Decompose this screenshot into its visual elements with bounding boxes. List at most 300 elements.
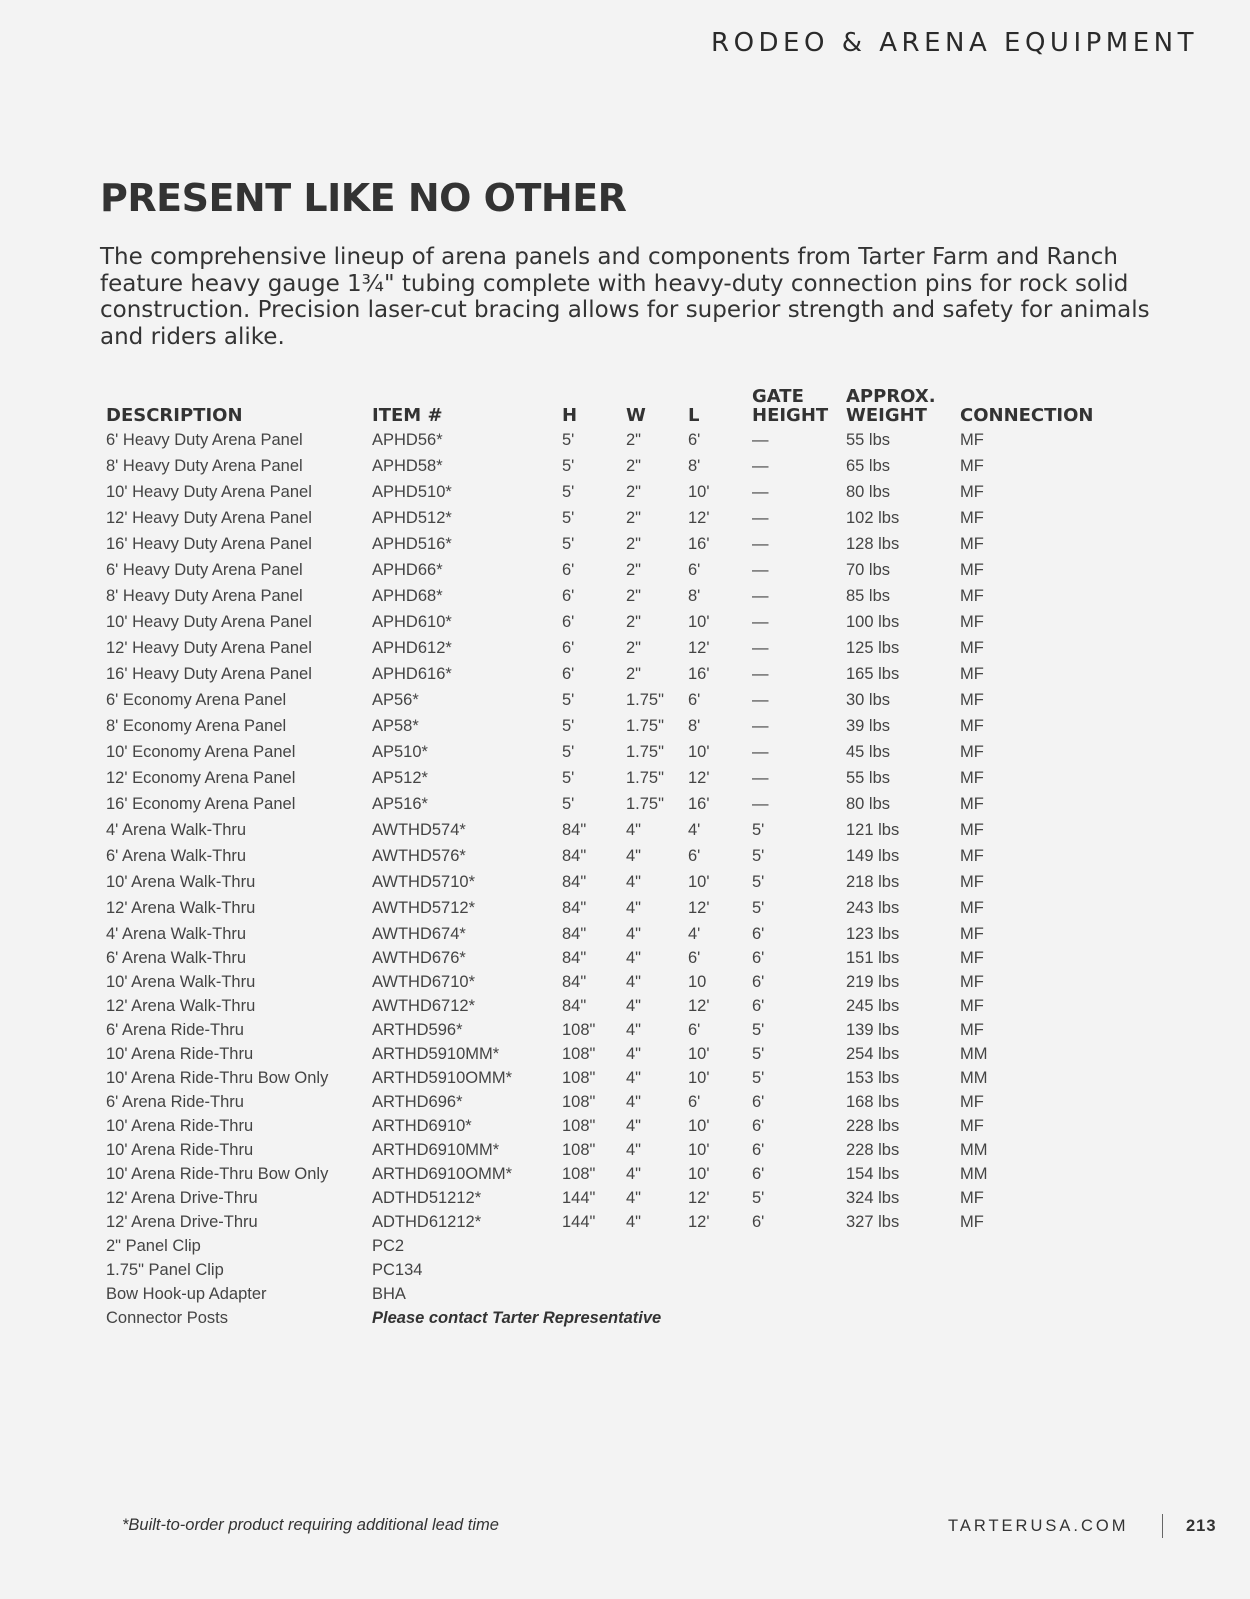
table-row	[0, 946, 1250, 970]
cell-l: 4'	[688, 925, 701, 943]
cell-h: 84"	[562, 973, 587, 991]
cell-gate-height: 6'	[752, 949, 765, 967]
cell-w: 4"	[626, 1021, 642, 1039]
cell-gate-height: —	[752, 665, 769, 683]
cell-l: 6'	[688, 949, 701, 967]
cell-l: 6'	[688, 561, 701, 579]
footer-divider	[1162, 1514, 1163, 1538]
table-row	[0, 1258, 1250, 1282]
cell-item: AP512*	[372, 769, 428, 787]
cell-connection: MF	[960, 847, 984, 865]
cell-h: 84"	[562, 949, 587, 967]
cell-h: 84"	[562, 821, 587, 839]
cell-gate-height: —	[752, 457, 769, 475]
cell-weight: 65 lbs	[846, 457, 891, 475]
cell-description: 8' Heavy Duty Arena Panel	[106, 587, 303, 605]
cell-connection: MF	[960, 925, 984, 943]
cell-connection: MF	[960, 899, 984, 917]
cell-item: AP56*	[372, 691, 419, 709]
cell-h: 108"	[562, 1141, 596, 1159]
cell-weight: 102 lbs	[846, 509, 900, 527]
footer-site: TARTERUSA.COM	[948, 1517, 1129, 1535]
table-row	[0, 870, 1250, 894]
table-row	[0, 688, 1250, 712]
cell-connection: MF	[960, 561, 984, 579]
cell-w: 4"	[626, 973, 642, 991]
cell-item: AWTHD574*	[372, 821, 466, 839]
table-row	[0, 428, 1250, 452]
cell-gate-height: —	[752, 717, 769, 735]
cell-gate-height: 5'	[752, 1069, 765, 1087]
cell-connection: MF	[960, 483, 984, 501]
cell-weight: 168 lbs	[846, 1093, 900, 1111]
cell-item: ARTHD6910*	[372, 1117, 472, 1135]
cell-l: 16'	[688, 665, 710, 683]
table-row	[0, 1090, 1250, 1114]
cell-h: 84"	[562, 847, 587, 865]
cell-description: 6' Heavy Duty Arena Panel	[106, 561, 303, 579]
cell-w: 1.75"	[626, 691, 664, 709]
table-row	[0, 1210, 1250, 1234]
cell-item: ARTHD5910OMM*	[372, 1069, 512, 1087]
cell-connection: MF	[960, 973, 984, 991]
cell-weight: 228 lbs	[846, 1117, 900, 1135]
contact-note: Please contact Tarter Representative	[372, 1309, 662, 1327]
table-row	[0, 896, 1250, 920]
cell-l: 16'	[688, 535, 710, 553]
cell-item: APHD616*	[372, 665, 452, 683]
cell-l: 12'	[688, 1213, 710, 1231]
cell-connection: MF	[960, 997, 984, 1015]
table-row	[0, 662, 1250, 686]
cell-l: 10'	[688, 613, 710, 631]
cell-weight: 254 lbs	[846, 1045, 900, 1063]
cell-w: 4"	[626, 925, 642, 943]
cell-description: 2" Panel Clip	[106, 1237, 201, 1255]
cell-h: 108"	[562, 1021, 596, 1039]
table-row	[0, 1018, 1250, 1042]
cell-connection: MF	[960, 1021, 984, 1039]
header-gate-line2: HEIGHT	[752, 405, 829, 426]
cell-l: 4'	[688, 821, 701, 839]
cell-w: 4"	[626, 1189, 642, 1207]
cell-description: 16' Heavy Duty Arena Panel	[106, 665, 312, 683]
table-row	[0, 1234, 1250, 1258]
cell-description: 6' Economy Arena Panel	[106, 691, 287, 709]
footnote: *Built-to-order product requiring additional lead time	[122, 1516, 499, 1534]
cell-h: 108"	[562, 1045, 596, 1063]
table-row	[0, 766, 1250, 790]
cell-description: 6' Arena Walk-Thru	[106, 847, 247, 865]
cell-gate-height: —	[752, 613, 769, 631]
cell-description: 10' Arena Ride-Thru	[106, 1045, 254, 1063]
cell-item: ARTHD596*	[372, 1021, 463, 1039]
cell-description: 10' Heavy Duty Arena Panel	[106, 483, 312, 501]
cell-item: AP58*	[372, 717, 419, 735]
cell-gate-height: 6'	[752, 1093, 765, 1111]
cell-h: 5'	[562, 743, 575, 761]
cell-weight: 121 lbs	[846, 821, 900, 839]
cell-w: 2"	[626, 587, 642, 605]
cell-description: 16' Economy Arena Panel	[106, 795, 296, 813]
cell-weight: 85 lbs	[846, 587, 891, 605]
cell-h: 6'	[562, 665, 575, 683]
cell-description: 12' Heavy Duty Arena Panel	[106, 639, 312, 657]
cell-gate-height: 5'	[752, 1045, 765, 1063]
cell-gate-height: 6'	[752, 1165, 765, 1183]
cell-h: 108"	[562, 1069, 596, 1087]
cell-weight: 30 lbs	[846, 691, 891, 709]
table-row	[0, 1114, 1250, 1138]
cell-l: 10'	[688, 1069, 710, 1087]
cell-gate-height: 5'	[752, 847, 765, 865]
cell-item: AWTHD5710*	[372, 873, 476, 891]
cell-h: 5'	[562, 795, 575, 813]
cell-w: 4"	[626, 1117, 642, 1135]
cell-h: 108"	[562, 1117, 596, 1135]
cell-l: 6'	[688, 847, 701, 865]
cell-connection: MF	[960, 821, 984, 839]
cell-w: 2"	[626, 431, 642, 449]
table-row	[0, 1186, 1250, 1210]
cell-description: 8' Heavy Duty Arena Panel	[106, 457, 303, 475]
cell-w: 4"	[626, 1165, 642, 1183]
cell-h: 144"	[562, 1213, 596, 1231]
cell-h: 5'	[562, 457, 575, 475]
cell-description: 6' Arena Walk-Thru	[106, 949, 247, 967]
header-description: DESCRIPTION	[106, 405, 243, 426]
cell-w: 2"	[626, 483, 642, 501]
cell-weight: 80 lbs	[846, 483, 891, 501]
cell-connection: MM	[960, 1165, 988, 1183]
cell-connection: MF	[960, 431, 984, 449]
cell-connection: MF	[960, 1189, 984, 1207]
cell-weight: 128 lbs	[846, 535, 900, 553]
cell-item: ARTHD696*	[372, 1093, 463, 1111]
table-row	[0, 480, 1250, 504]
header-connection: CONNECTION	[960, 405, 1094, 426]
cell-weight: 139 lbs	[846, 1021, 900, 1039]
cell-h: 6'	[562, 613, 575, 631]
cell-h: 84"	[562, 899, 587, 917]
cell-l: 10'	[688, 873, 710, 891]
table-row	[0, 506, 1250, 530]
cell-connection: MF	[960, 691, 984, 709]
cell-connection: MF	[960, 1213, 984, 1231]
cell-l: 6'	[688, 691, 701, 709]
cell-w: 2"	[626, 457, 642, 475]
cell-connection: MF	[960, 743, 984, 761]
cell-weight: 100 lbs	[846, 613, 900, 631]
cell-weight: 245 lbs	[846, 997, 900, 1015]
cell-w: 2"	[626, 509, 642, 527]
cell-description: 12' Arena Walk-Thru	[106, 899, 256, 917]
cell-item: AWTHD5712*	[372, 899, 476, 917]
cell-item: AP510*	[372, 743, 428, 761]
header-w: W	[626, 405, 646, 426]
cell-item: AWTHD576*	[372, 847, 466, 865]
cell-description: 12' Arena Drive-Thru	[106, 1213, 258, 1231]
cell-weight: 55 lbs	[846, 769, 891, 787]
cell-weight: 165 lbs	[846, 665, 900, 683]
cell-item: PC134	[372, 1261, 423, 1279]
table-row	[0, 1138, 1250, 1162]
cell-connection: MF	[960, 535, 984, 553]
cell-connection: MF	[960, 587, 984, 605]
table-row	[0, 1282, 1250, 1306]
cell-description: 10' Arena Ride-Thru	[106, 1141, 254, 1159]
cell-gate-height: —	[752, 535, 769, 553]
cell-l: 6'	[688, 431, 701, 449]
cell-w: 4"	[626, 873, 642, 891]
cell-w: 1.75"	[626, 743, 664, 761]
cell-w: 2"	[626, 561, 642, 579]
cell-item: AWTHD6710*	[372, 973, 476, 991]
table-row	[0, 584, 1250, 608]
cell-gate-height: 5'	[752, 1021, 765, 1039]
cell-weight: 55 lbs	[846, 431, 891, 449]
cell-l: 10'	[688, 743, 710, 761]
cell-gate-height: 5'	[752, 899, 765, 917]
cell-w: 4"	[626, 949, 642, 967]
cell-w: 4"	[626, 899, 642, 917]
cell-item: APHD510*	[372, 483, 452, 501]
cell-l: 6'	[688, 1093, 701, 1111]
cell-item: APHD610*	[372, 613, 452, 631]
cell-h: 144"	[562, 1189, 596, 1207]
cell-item: ARTHD6910OMM*	[372, 1165, 512, 1183]
cell-w: 1.75"	[626, 717, 664, 735]
cell-description: Bow Hook-up Adapter	[106, 1285, 267, 1303]
cell-w: 1.75"	[626, 795, 664, 813]
cell-gate-height: —	[752, 431, 769, 449]
cell-gate-height: 6'	[752, 1141, 765, 1159]
cell-item: APHD68*	[372, 587, 443, 605]
cell-gate-height: —	[752, 483, 769, 501]
cell-weight: 218 lbs	[846, 873, 900, 891]
cell-connection: MF	[960, 457, 984, 475]
cell-weight: 151 lbs	[846, 949, 900, 967]
cell-l: 10'	[688, 1141, 710, 1159]
cell-description: 4' Arena Walk-Thru	[106, 821, 247, 839]
cell-item: APHD66*	[372, 561, 443, 579]
cell-l: 10'	[688, 483, 710, 501]
cell-w: 2"	[626, 613, 642, 631]
table-row	[0, 1066, 1250, 1090]
header-item: ITEM #	[372, 405, 443, 426]
header-l: L	[688, 405, 700, 426]
cell-weight: 70 lbs	[846, 561, 891, 579]
table-row	[0, 610, 1250, 634]
cell-item: ARTHD6910MM*	[372, 1141, 500, 1159]
cell-w: 4"	[626, 821, 642, 839]
cell-gate-height: 6'	[752, 925, 765, 943]
cell-item: ADTHD51212*	[372, 1189, 482, 1207]
cell-item: APHD58*	[372, 457, 443, 475]
cell-weight: 125 lbs	[846, 639, 900, 657]
cell-connection: MM	[960, 1141, 988, 1159]
cell-weight: 123 lbs	[846, 925, 900, 943]
cell-description: 10' Arena Ride-Thru	[106, 1117, 254, 1135]
cell-l: 10'	[688, 1165, 710, 1183]
cell-weight: 154 lbs	[846, 1165, 900, 1183]
table-row	[0, 994, 1250, 1018]
table-row	[0, 558, 1250, 582]
table-row	[0, 922, 1250, 946]
header-weight-line2: WEIGHT	[846, 405, 927, 426]
cell-connection: MF	[960, 665, 984, 683]
cell-weight: 243 lbs	[846, 899, 900, 917]
cell-description: 10' Arena Walk-Thru	[106, 973, 256, 991]
cell-l: 10'	[688, 1117, 710, 1135]
cell-description: 6' Arena Ride-Thru	[106, 1021, 244, 1039]
page-number: 213	[1186, 1517, 1217, 1535]
cell-h: 84"	[562, 925, 587, 943]
cell-connection: MF	[960, 717, 984, 735]
table-row	[0, 532, 1250, 556]
cell-connection: MF	[960, 949, 984, 967]
cell-connection: MF	[960, 1093, 984, 1111]
cell-connection: MF	[960, 613, 984, 631]
cell-h: 6'	[562, 561, 575, 579]
cell-description: 8' Economy Arena Panel	[106, 717, 287, 735]
cell-description: 10' Arena Ride-Thru Bow Only	[106, 1165, 329, 1183]
cell-item: APHD56*	[372, 431, 443, 449]
cell-item: APHD516*	[372, 535, 452, 553]
cell-h: 6'	[562, 639, 575, 657]
cell-description: 12' Heavy Duty Arena Panel	[106, 509, 312, 527]
cell-h: 108"	[562, 1165, 596, 1183]
table-row	[0, 636, 1250, 660]
cell-w: 4"	[626, 1069, 642, 1087]
cell-gate-height: 6'	[752, 1117, 765, 1135]
cell-h: 108"	[562, 1093, 596, 1111]
header-h: H	[562, 405, 578, 426]
cell-connection: MM	[960, 1069, 988, 1087]
cell-h: 5'	[562, 691, 575, 709]
table-row	[0, 818, 1250, 842]
cell-gate-height: —	[752, 587, 769, 605]
table-row	[0, 970, 1250, 994]
cell-l: 10'	[688, 1045, 710, 1063]
cell-description: 16' Heavy Duty Arena Panel	[106, 535, 312, 553]
header-weight-line1: APPROX.	[846, 386, 936, 407]
cell-description: 4' Arena Walk-Thru	[106, 925, 247, 943]
cell-h: 5'	[562, 509, 575, 527]
cell-l: 12'	[688, 997, 710, 1015]
cell-item: AP516*	[372, 795, 428, 813]
table-row	[0, 1162, 1250, 1186]
cell-weight: 327 lbs	[846, 1213, 900, 1231]
cell-description: 10' Heavy Duty Arena Panel	[106, 613, 312, 631]
cell-weight: 149 lbs	[846, 847, 900, 865]
cell-item: ADTHD61212*	[372, 1213, 482, 1231]
header-gate-line1: GATE	[752, 386, 804, 407]
cell-l: 8'	[688, 587, 701, 605]
cell-w: 4"	[626, 1093, 642, 1111]
cell-l: 12'	[688, 509, 710, 527]
table-row	[0, 792, 1250, 816]
cell-gate-height: —	[752, 691, 769, 709]
cell-connection: MF	[960, 873, 984, 891]
cell-l: 16'	[688, 795, 710, 813]
cell-weight: 228 lbs	[846, 1141, 900, 1159]
cell-connection: MM	[960, 1045, 988, 1063]
cell-w: 4"	[626, 1213, 642, 1231]
cell-w: 2"	[626, 665, 642, 683]
cell-gate-height: —	[752, 509, 769, 527]
cell-w: 2"	[626, 535, 642, 553]
cell-weight: 39 lbs	[846, 717, 891, 735]
cell-description: 12' Arena Walk-Thru	[106, 997, 256, 1015]
cell-gate-height: —	[752, 769, 769, 787]
cell-gate-height: 6'	[752, 997, 765, 1015]
cell-l: 12'	[688, 639, 710, 657]
cell-gate-height: 5'	[752, 821, 765, 839]
cell-gate-height: —	[752, 561, 769, 579]
cell-description: 6' Arena Ride-Thru	[106, 1093, 244, 1111]
cell-item: AWTHD674*	[372, 925, 466, 943]
table-row	[0, 714, 1250, 738]
cell-weight: 219 lbs	[846, 973, 900, 991]
cell-description: 12' Economy Arena Panel	[106, 769, 296, 787]
cell-l: 8'	[688, 717, 701, 735]
cell-item: AWTHD6712*	[372, 997, 476, 1015]
cell-item: AWTHD676*	[372, 949, 466, 967]
cell-description: 10' Arena Ride-Thru Bow Only	[106, 1069, 329, 1087]
cell-description: 1.75" Panel Clip	[106, 1261, 224, 1279]
cell-h: 5'	[562, 769, 575, 787]
cell-weight: 45 lbs	[846, 743, 891, 761]
cell-l: 12'	[688, 1189, 710, 1207]
table-row-connector-posts	[0, 1306, 1250, 1330]
cell-weight: 324 lbs	[846, 1189, 900, 1207]
intro-paragraph: The comprehensive lineup of arena panels and components from Tarter Farm and Ranch feature heavy gauge 1¾" tubing complete with heavy-duty connection pins for rock solid construction. Precision laser-cut bracing allows for superior strength and safety for animals and riders alike.	[100, 244, 1150, 350]
cell-description: Connector Posts	[106, 1309, 228, 1327]
cell-h: 84"	[562, 873, 587, 891]
cell-w: 1.75"	[626, 769, 664, 787]
cell-item: APHD612*	[372, 639, 452, 657]
cell-weight: 153 lbs	[846, 1069, 900, 1087]
cell-connection: MF	[960, 509, 984, 527]
cell-l: 8'	[688, 457, 701, 475]
cell-description: 12' Arena Drive-Thru	[106, 1189, 258, 1207]
cell-h: 5'	[562, 535, 575, 553]
cell-connection: MF	[960, 1117, 984, 1135]
cell-connection: MF	[960, 795, 984, 813]
cell-gate-height: 6'	[752, 1213, 765, 1231]
cell-connection: MF	[960, 769, 984, 787]
cell-h: 6'	[562, 587, 575, 605]
table-row	[0, 454, 1250, 478]
cell-h: 5'	[562, 483, 575, 501]
cell-gate-height: 6'	[752, 973, 765, 991]
cell-h: 5'	[562, 431, 575, 449]
cell-item: APHD512*	[372, 509, 452, 527]
cell-weight: 80 lbs	[846, 795, 891, 813]
cell-connection: MF	[960, 639, 984, 657]
table-row	[0, 740, 1250, 764]
cell-h: 5'	[562, 717, 575, 735]
cell-item: PC2	[372, 1237, 405, 1255]
cell-w: 4"	[626, 1045, 642, 1063]
cell-w: 4"	[626, 1141, 642, 1159]
cell-h: 84"	[562, 997, 587, 1015]
cell-description: 6' Heavy Duty Arena Panel	[106, 431, 303, 449]
cell-gate-height: 5'	[752, 1189, 765, 1207]
cell-description: 10' Arena Walk-Thru	[106, 873, 256, 891]
cell-gate-height: —	[752, 639, 769, 657]
